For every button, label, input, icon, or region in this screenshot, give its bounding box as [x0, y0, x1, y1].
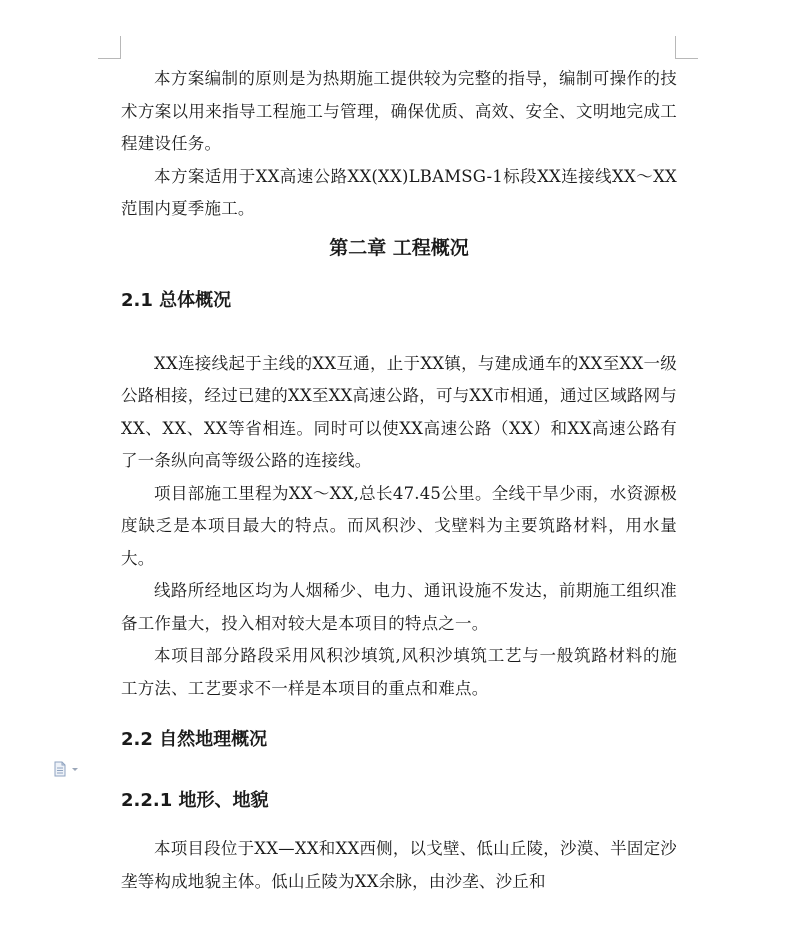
document-body: [121, 63, 677, 898]
section-paragraph: XX连接线起于主线的XX互通，止于XX镇，与建成通车的XX至XX一级公路相接，经过已建的XX至XX高速公路，可与XX市相通，通过区域路网与XX、XX、XX等省相连。同时可以使XX高速公路（XX）和XX高速公路有了一条纵向高等级公路的连接线。: [121, 353, 677, 470]
chapter-title: 第二章 工程概况: [329, 236, 469, 259]
document-icon[interactable]: [52, 761, 82, 777]
subsection-paragraph: 本项目段位于XX—XX和XX西侧，以戈壁、低山丘陵，沙漠、半固定沙垄等构成地貌主体。低山丘陵为XX余脉，由沙垄、沙丘和: [121, 839, 677, 891]
intro-paragraph: 本方案适用于XX高速公路XX(XX)LBAMSG-1标段XX连接线XX～XX范围内夏季施工。: [121, 166, 677, 218]
intro-paragraph: 本方案编制的原则是为热期施工提供较为完整的指导，编制可操作的技术方案以用来指导工程施工与管理，确保优质、高效、安全、文明地完成工程建设任务。: [121, 69, 677, 153]
subsection-heading: 2.2.1 地形、地貌: [121, 790, 269, 811]
section-paragraph: 项目部施工里程为XX～XX,总长47.45公里。全线干旱少雨，水资源极度缺乏是本项目最大的特点。而风积沙、戈壁料为主要筑路材料，用水量大。: [121, 483, 677, 568]
page-corner-mark-top-left: [98, 36, 121, 59]
section-paragraph: 线路所经地区均为人烟稀少、电力、通讯设施不发达，前期施工组织准备工作量大，投入相对较大是本项目的特点之一。: [121, 581, 677, 633]
section-heading: 2.1 总体概况: [121, 289, 232, 311]
section-heading: 2.2 自然地理概况: [121, 729, 268, 750]
section-paragraph: 本项目部分路段采用风积沙填筑,风积沙填筑工艺与一般筑路材料的施工方法、工艺要求不一样是本项目的重点和难点。: [121, 646, 677, 698]
page-corner-mark-top-right: [675, 36, 698, 59]
